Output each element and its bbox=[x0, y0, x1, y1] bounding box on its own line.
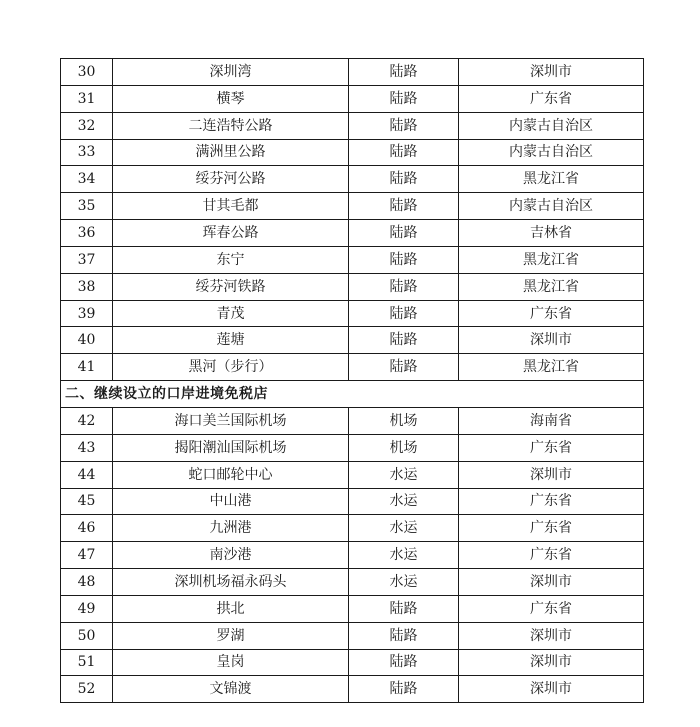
table-row bbox=[61, 193, 644, 220]
table-body-section-two bbox=[61, 407, 644, 702]
region-cell: 广东省 bbox=[459, 595, 644, 622]
table-row bbox=[61, 112, 644, 139]
table-row bbox=[61, 354, 644, 381]
row-number-cell: 31 bbox=[61, 85, 113, 112]
port-name-cell: 九洲港 bbox=[113, 515, 349, 542]
port-type-cell: 陆路 bbox=[349, 649, 459, 676]
port-type-cell: 陆路 bbox=[349, 85, 459, 112]
row-number-cell: 38 bbox=[61, 273, 113, 300]
port-type-cell: 陆路 bbox=[349, 273, 459, 300]
row-number-cell: 40 bbox=[61, 327, 113, 354]
table-row bbox=[61, 542, 644, 569]
row-number-cell: 47 bbox=[61, 542, 113, 569]
table-row bbox=[61, 85, 644, 112]
region-cell: 内蒙古自治区 bbox=[459, 193, 644, 220]
region-cell: 深圳市 bbox=[459, 461, 644, 488]
port-name-cell: 东宁 bbox=[113, 246, 349, 273]
region-cell: 吉林省 bbox=[459, 220, 644, 247]
region-cell: 广东省 bbox=[459, 515, 644, 542]
region-cell: 深圳市 bbox=[459, 676, 644, 703]
port-name-cell: 海口美兰国际机场 bbox=[113, 407, 349, 434]
region-cell: 黑龙江省 bbox=[459, 246, 644, 273]
port-type-cell: 陆路 bbox=[349, 622, 459, 649]
port-type-cell: 陆路 bbox=[349, 246, 459, 273]
region-cell: 内蒙古自治区 bbox=[459, 139, 644, 166]
table-row bbox=[61, 327, 644, 354]
port-name-cell: 深圳机场福永码头 bbox=[113, 569, 349, 596]
port-name-cell: 蛇口邮轮中心 bbox=[113, 461, 349, 488]
port-type-cell: 陆路 bbox=[349, 112, 459, 139]
row-number-cell: 33 bbox=[61, 139, 113, 166]
table-row bbox=[61, 273, 644, 300]
region-cell: 海南省 bbox=[459, 407, 644, 434]
port-name-cell: 甘其毛都 bbox=[113, 193, 349, 220]
region-cell: 广东省 bbox=[459, 300, 644, 327]
table-row bbox=[61, 434, 644, 461]
row-number-cell: 46 bbox=[61, 515, 113, 542]
row-number-cell: 30 bbox=[61, 59, 113, 86]
row-number-cell: 44 bbox=[61, 461, 113, 488]
table-section-heading-group bbox=[61, 381, 644, 408]
port-name-cell: 满洲里公路 bbox=[113, 139, 349, 166]
port-name-cell: 罗湖 bbox=[113, 622, 349, 649]
row-number-cell: 43 bbox=[61, 434, 113, 461]
row-number-cell: 36 bbox=[61, 220, 113, 247]
region-cell: 广东省 bbox=[459, 488, 644, 515]
port-type-cell: 陆路 bbox=[349, 327, 459, 354]
row-number-cell: 50 bbox=[61, 622, 113, 649]
section-heading: 二、继续设立的口岸进境免税店 bbox=[61, 381, 644, 408]
port-name-cell: 皇岗 bbox=[113, 649, 349, 676]
port-name-cell: 横琴 bbox=[113, 85, 349, 112]
table-row bbox=[61, 166, 644, 193]
port-name-cell: 中山港 bbox=[113, 488, 349, 515]
row-number-cell: 34 bbox=[61, 166, 113, 193]
port-name-cell: 珲春公路 bbox=[113, 220, 349, 247]
region-cell: 深圳市 bbox=[459, 649, 644, 676]
row-number-cell: 51 bbox=[61, 649, 113, 676]
port-type-cell: 机场 bbox=[349, 407, 459, 434]
port-type-cell: 陆路 bbox=[349, 193, 459, 220]
port-type-cell: 水运 bbox=[349, 515, 459, 542]
table-row bbox=[61, 220, 644, 247]
port-name-cell: 深圳湾 bbox=[113, 59, 349, 86]
port-name-cell: 文锦渡 bbox=[113, 676, 349, 703]
row-number-cell: 52 bbox=[61, 676, 113, 703]
region-cell: 深圳市 bbox=[459, 327, 644, 354]
row-number-cell: 41 bbox=[61, 354, 113, 381]
table-row bbox=[61, 622, 644, 649]
port-type-cell: 陆路 bbox=[349, 676, 459, 703]
region-cell: 深圳市 bbox=[459, 569, 644, 596]
port-name-cell: 揭阳潮汕国际机场 bbox=[113, 434, 349, 461]
row-number-cell: 49 bbox=[61, 595, 113, 622]
table-row bbox=[61, 676, 644, 703]
table-row bbox=[61, 569, 644, 596]
port-type-cell: 水运 bbox=[349, 461, 459, 488]
duty-free-port-table bbox=[60, 58, 644, 703]
table-body-section-one bbox=[61, 59, 644, 381]
region-cell: 广东省 bbox=[459, 542, 644, 569]
region-cell: 黑龙江省 bbox=[459, 273, 644, 300]
table-row bbox=[61, 649, 644, 676]
row-number-cell: 39 bbox=[61, 300, 113, 327]
port-type-cell: 水运 bbox=[349, 488, 459, 515]
port-type-cell: 机场 bbox=[349, 434, 459, 461]
section-heading-row bbox=[61, 381, 644, 408]
table-row bbox=[61, 59, 644, 86]
row-number-cell: 37 bbox=[61, 246, 113, 273]
table-row bbox=[61, 461, 644, 488]
row-number-cell: 32 bbox=[61, 112, 113, 139]
table-row bbox=[61, 595, 644, 622]
port-type-cell: 陆路 bbox=[349, 595, 459, 622]
region-cell: 深圳市 bbox=[459, 59, 644, 86]
region-cell: 内蒙古自治区 bbox=[459, 112, 644, 139]
table-row bbox=[61, 407, 644, 434]
region-cell: 广东省 bbox=[459, 434, 644, 461]
table-row bbox=[61, 515, 644, 542]
port-type-cell: 陆路 bbox=[349, 300, 459, 327]
port-type-cell: 陆路 bbox=[349, 139, 459, 166]
port-name-cell: 南沙港 bbox=[113, 542, 349, 569]
row-number-cell: 48 bbox=[61, 569, 113, 596]
region-cell: 黑龙江省 bbox=[459, 166, 644, 193]
port-type-cell: 水运 bbox=[349, 569, 459, 596]
row-number-cell: 35 bbox=[61, 193, 113, 220]
port-name-cell: 莲塘 bbox=[113, 327, 349, 354]
port-name-cell: 黑河（步行） bbox=[113, 354, 349, 381]
table-row bbox=[61, 246, 644, 273]
region-cell: 深圳市 bbox=[459, 622, 644, 649]
port-type-cell: 陆路 bbox=[349, 354, 459, 381]
port-name-cell: 绥芬河铁路 bbox=[113, 273, 349, 300]
port-type-cell: 陆路 bbox=[349, 166, 459, 193]
port-name-cell: 青茂 bbox=[113, 300, 349, 327]
table-row bbox=[61, 300, 644, 327]
port-name-cell: 绥芬河公路 bbox=[113, 166, 349, 193]
region-cell: 黑龙江省 bbox=[459, 354, 644, 381]
table-row bbox=[61, 488, 644, 515]
port-type-cell: 陆路 bbox=[349, 220, 459, 247]
region-cell: 广东省 bbox=[459, 85, 644, 112]
row-number-cell: 45 bbox=[61, 488, 113, 515]
port-name-cell: 拱北 bbox=[113, 595, 349, 622]
port-type-cell: 陆路 bbox=[349, 59, 459, 86]
port-name-cell: 二连浩特公路 bbox=[113, 112, 349, 139]
row-number-cell: 42 bbox=[61, 407, 113, 434]
port-type-cell: 水运 bbox=[349, 542, 459, 569]
table-row bbox=[61, 139, 644, 166]
